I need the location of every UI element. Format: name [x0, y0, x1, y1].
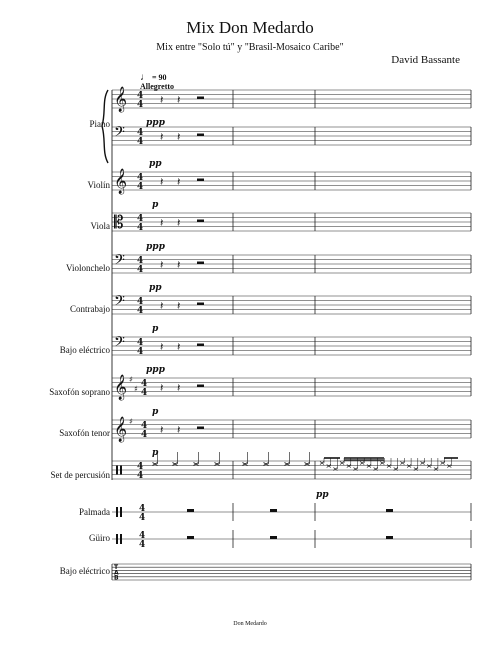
- bass-clef-icon: 𝄢: [114, 252, 125, 272]
- half-rest-icon: [197, 220, 204, 223]
- x-notehead-icon: [347, 465, 351, 468]
- x-notehead-icon: [441, 462, 445, 465]
- dynamic-piano: ppp: [146, 118, 165, 128]
- time-signature-numerator: 4: [141, 421, 148, 431]
- treble-clef-icon: 𝄞: [114, 417, 128, 442]
- tab-clef-icon: T: [114, 564, 119, 571]
- dynamic-cello: ppp: [146, 242, 165, 252]
- dynamic-percussion: p: [152, 448, 159, 458]
- time-signature-denominator: 4: [137, 137, 144, 147]
- label-cello: Violonchelo: [66, 263, 110, 273]
- time-signature-denominator: 4: [137, 306, 144, 316]
- time-signature-numerator: 4: [137, 128, 144, 138]
- label-violin: Violín: [87, 180, 110, 190]
- x-notehead-icon: [447, 465, 451, 468]
- quarter-rest-icon: 𝄽: [177, 175, 181, 189]
- treble-clef-icon: 𝄞: [114, 375, 128, 400]
- time-signature-denominator: 4: [137, 265, 144, 275]
- tempo-text: Allegretto: [140, 82, 175, 91]
- time-signature-denominator: 4: [137, 223, 144, 233]
- bass-clef-icon: 𝄢: [114, 124, 125, 144]
- time-signature-numerator: 4: [137, 256, 144, 266]
- time-signature-denominator: 4: [137, 182, 144, 192]
- quarter-rest-icon: 𝄽: [177, 258, 181, 272]
- whole-rest-icon: [386, 509, 393, 512]
- x-notehead-icon: [153, 463, 158, 466]
- x-notehead-icon: [387, 465, 391, 468]
- piano-brace-icon: [102, 90, 108, 163]
- time-signature-denominator: 4: [141, 388, 148, 398]
- score-subtitle: Mix entre "Solo tú" y "Brasil-Mosaico Caribe": [156, 42, 344, 53]
- x-notehead-icon: [264, 463, 269, 466]
- percussion-clef-icon: [120, 507, 122, 517]
- page-footer: Don Medardo: [233, 621, 267, 627]
- score-title: Mix Don Medardo: [186, 18, 314, 37]
- whole-rest-icon: [187, 536, 194, 539]
- time-signature-denominator: 4: [141, 430, 148, 440]
- x-notehead-icon: [421, 462, 425, 465]
- time-signature-numerator: 4: [137, 297, 144, 307]
- quarter-rest-icon: 𝄽: [177, 423, 181, 437]
- dynamic-sax-tenor: p: [152, 407, 159, 417]
- dynamic-viola: p: [152, 200, 159, 210]
- sharp-icon: ♯: [129, 417, 133, 426]
- time-signature-numerator: 4: [139, 531, 146, 541]
- treble-clef-icon: 𝄞: [114, 87, 128, 112]
- half-rest-icon: [197, 427, 204, 430]
- quarter-rest-icon: 𝄽: [160, 130, 164, 144]
- time-signature-numerator: 4: [139, 504, 146, 514]
- half-rest-icon: [197, 134, 204, 137]
- label-percussion-set: Set de percusión: [50, 470, 110, 480]
- quarter-rest-icon: 𝄽: [177, 216, 181, 230]
- time-signature-numerator: 4: [137, 91, 144, 101]
- tab-clef-icon: B: [114, 574, 119, 582]
- tab-clef-icon: A: [114, 569, 119, 577]
- dynamic-palmada: pp: [316, 490, 329, 500]
- label-sax-soprano: Saxofón soprano: [49, 387, 110, 397]
- time-signature-numerator: 4: [137, 462, 144, 472]
- half-rest-icon: [197, 97, 204, 100]
- x-notehead-icon: [194, 463, 199, 466]
- quarter-rest-icon: 𝄽: [160, 175, 164, 189]
- quarter-rest-icon: 𝄽: [160, 299, 164, 313]
- percussion-clef-icon: [120, 534, 122, 544]
- whole-rest-icon: [270, 509, 277, 512]
- percussion-clef-icon: [120, 466, 122, 475]
- quarter-rest-icon: 𝄽: [160, 93, 164, 107]
- label-guiro: Güiro: [89, 533, 110, 543]
- dynamic-electric-bass: p: [152, 324, 159, 334]
- quarter-rest-icon: 𝄽: [177, 381, 181, 395]
- quarter-rest-icon: 𝄽: [177, 340, 181, 354]
- quarter-rest-icon: 𝄽: [160, 340, 164, 354]
- tempo-value: = 90: [152, 73, 167, 82]
- quarter-rest-icon: 𝄽: [177, 299, 181, 313]
- half-rest-icon: [197, 179, 204, 182]
- quarter-note-icon: ♩: [140, 72, 150, 83]
- label-palmada: Palmada: [79, 507, 110, 517]
- half-rest-icon: [197, 262, 204, 265]
- half-rest-icon: [197, 303, 204, 306]
- bass-clef-icon: 𝄢: [114, 334, 125, 354]
- quarter-rest-icon: 𝄽: [160, 216, 164, 230]
- time-signature-denominator: 4: [139, 540, 146, 550]
- x-notehead-icon: [407, 465, 411, 468]
- alto-clef-icon: 𝄡: [114, 213, 124, 233]
- whole-rest-icon: [187, 509, 194, 512]
- whole-rest-icon: [270, 536, 277, 539]
- half-rest-icon: [197, 344, 204, 347]
- treble-clef-icon: 𝄞: [114, 169, 128, 194]
- x-notehead-icon: [380, 462, 384, 465]
- quarter-rest-icon: 𝄽: [160, 258, 164, 272]
- time-signature-denominator: 4: [137, 347, 144, 357]
- bass-clef-icon: 𝄢: [114, 293, 125, 313]
- x-notehead-icon: [367, 465, 371, 468]
- x-notehead-icon: [340, 462, 344, 465]
- quarter-rest-icon: 𝄽: [177, 93, 181, 107]
- x-notehead-icon: [243, 463, 248, 466]
- dynamic-contrabass: pp: [149, 283, 162, 293]
- time-signature-numerator: 4: [137, 338, 144, 348]
- quarter-rest-icon: 𝄽: [160, 381, 164, 395]
- dynamic-sax-soprano: ppp: [146, 365, 165, 375]
- x-notehead-icon: [320, 462, 324, 465]
- time-signature-numerator: 4: [141, 379, 148, 389]
- time-signature-denominator: 4: [137, 100, 144, 110]
- x-notehead-icon: [305, 463, 310, 466]
- label-sax-tenor: Saxofón tenor: [59, 428, 110, 438]
- x-notehead-icon: [327, 465, 331, 468]
- time-signature-denominator: 4: [139, 513, 146, 523]
- half-rest-icon: [197, 385, 204, 388]
- percussion-clef-icon: [116, 466, 118, 475]
- x-notehead-icon: [215, 463, 220, 466]
- label-contrabass: Contrabajo: [70, 304, 110, 314]
- sharp-icon: ♯: [129, 375, 133, 384]
- dynamic-violin: pp: [149, 159, 162, 169]
- x-notehead-icon: [173, 463, 178, 466]
- whole-rest-icon: [386, 536, 393, 539]
- label-electric-bass-tab: Bajo eléctrico: [59, 566, 110, 576]
- x-notehead-icon: [285, 463, 290, 466]
- quarter-rest-icon: 𝄽: [160, 423, 164, 437]
- quarter-rest-icon: 𝄽: [177, 130, 181, 144]
- time-signature-numerator: 4: [137, 173, 144, 183]
- composer-name: David Bassante: [391, 54, 460, 66]
- label-piano: Piano: [89, 119, 110, 129]
- sharp-icon: ♯: [134, 384, 138, 394]
- x-notehead-icon: [360, 462, 364, 465]
- label-viola: Viola: [90, 221, 110, 231]
- percussion-clef-icon: [116, 507, 118, 517]
- time-signature-numerator: 4: [137, 214, 144, 224]
- label-electric-bass: Bajo eléctrico: [59, 345, 110, 355]
- percussion-clef-icon: [116, 534, 118, 544]
- x-notehead-icon: [427, 465, 431, 468]
- x-notehead-icon: [400, 462, 404, 465]
- time-signature-denominator: 4: [137, 471, 144, 481]
